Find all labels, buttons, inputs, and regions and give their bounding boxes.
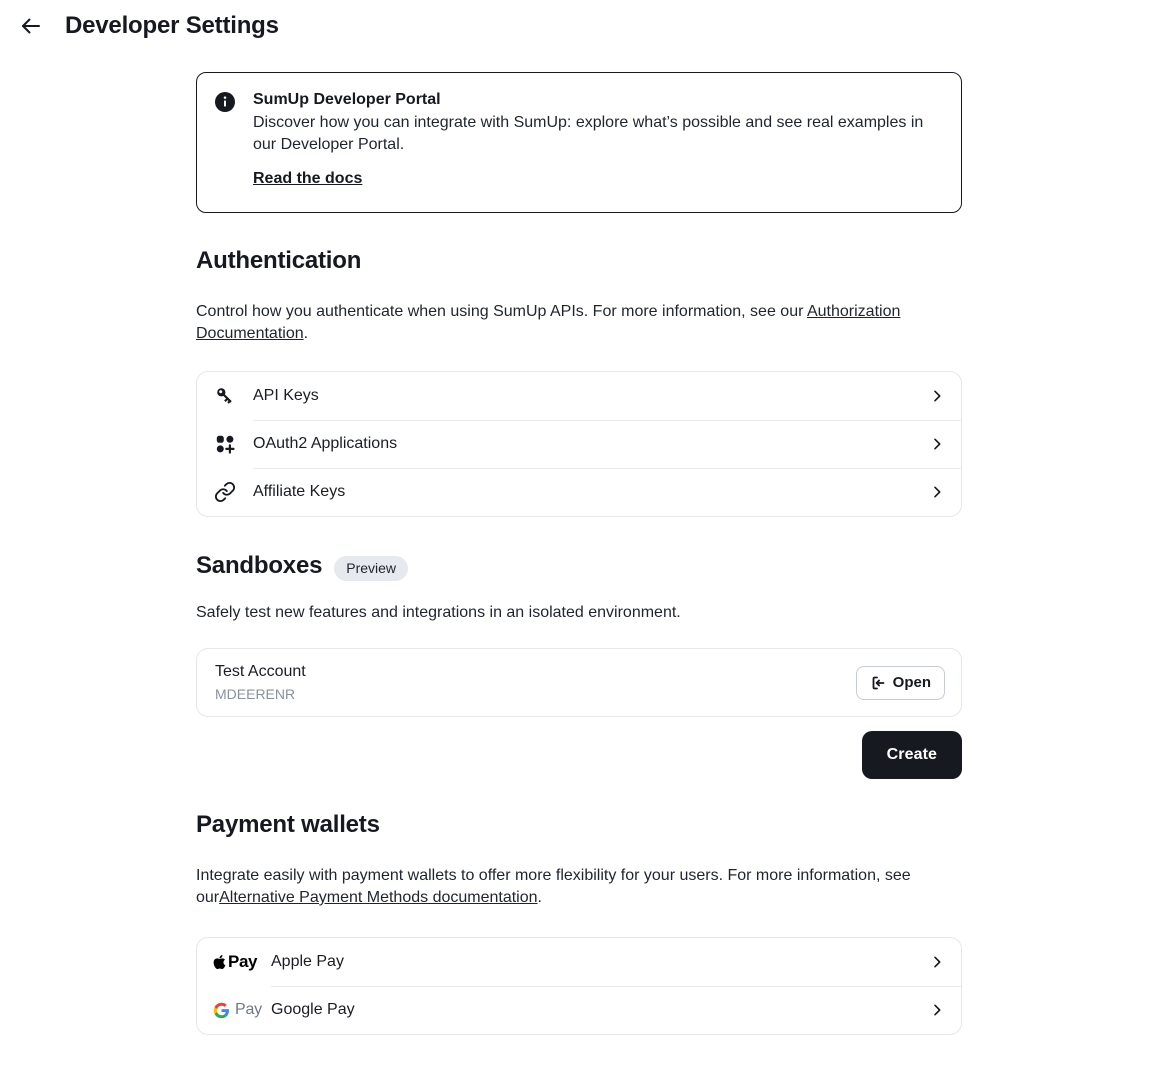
oauth2-applications-row[interactable] [197, 420, 961, 468]
oauth2-applications-label: OAuth2 Applications [253, 435, 398, 452]
arrow-left-icon [19, 14, 43, 38]
google-pay-logo [213, 1001, 271, 1019]
google-pay-logo-text: Pay [235, 1001, 262, 1018]
payment-wallets-description: Integrate easily with payment wallets to offer more flexibility for your users. For more information, see ourAlternative Payment Methods documentation. [196, 867, 911, 906]
developer-portal-banner [196, 72, 962, 213]
authorization-documentation-link[interactable]: Authorization Documentation [196, 303, 901, 342]
google-icon [213, 1002, 230, 1019]
open-button[interactable] [856, 666, 945, 700]
create-button[interactable]: Create [862, 731, 962, 779]
authentication-description-text: Control how you authenticate when using SumUp APIs. For more information, see our [196, 303, 807, 320]
link-icon [213, 480, 237, 504]
read-the-docs-link[interactable]: Read the docs [253, 170, 363, 187]
key-icon [213, 384, 237, 408]
test-account-card [196, 648, 962, 717]
chevron-right-icon [929, 484, 945, 500]
affiliate-keys-label: Affiliate Keys [253, 483, 346, 500]
google-pay-row[interactable] [197, 986, 961, 1034]
alternative-payment-methods-link[interactable]: Alternative Payment Methods documentation [219, 889, 538, 906]
account-code: MDEERENR [215, 686, 296, 702]
banner-title: SumUp Developer Portal [253, 91, 441, 108]
apple-icon [213, 954, 226, 970]
authentication-card [196, 371, 962, 517]
apps-add-icon [213, 432, 237, 456]
chevron-right-icon [929, 388, 945, 404]
api-keys-label: API Keys [253, 387, 319, 404]
authentication-heading: Authentication [196, 247, 362, 274]
chevron-right-icon [929, 436, 945, 452]
apple-pay-row[interactable] [197, 938, 961, 986]
chevron-right-icon [929, 954, 945, 970]
account-info [215, 663, 306, 702]
apple-pay-logo [213, 952, 271, 972]
sandboxes-heading: Sandboxes Preview [196, 552, 962, 580]
payment-wallets-heading: Payment wallets [196, 811, 380, 838]
page-title: Developer Settings [65, 12, 279, 39]
main-content [196, 72, 962, 1035]
banner-body: Discover how you can integrate with SumUp: explore what’s possible and see real examples in our Developer Portal. [253, 114, 924, 153]
open-button-label: Open [892, 674, 931, 691]
account-name: Test Account [215, 663, 306, 680]
authentication-description: Control how you authenticate when using SumUp APIs. For more information, see our Authorization Documentation. [196, 303, 901, 342]
back-button[interactable] [11, 6, 51, 46]
api-keys-row[interactable] [197, 372, 961, 420]
info-icon [215, 92, 235, 112]
google-pay-label: Google Pay [271, 1001, 355, 1018]
preview-badge: Preview [334, 556, 408, 581]
sandboxes-description: Safely test new features and integrations in an isolated environment. [196, 604, 681, 621]
apple-pay-logo-text: Pay [228, 952, 258, 971]
apple-pay-label: Apple Pay [271, 953, 344, 970]
chevron-right-icon [929, 1002, 945, 1018]
page-header [0, 0, 1162, 52]
affiliate-keys-row[interactable] [197, 468, 961, 516]
payment-wallets-card [196, 937, 962, 1035]
open-external-icon [870, 675, 886, 691]
